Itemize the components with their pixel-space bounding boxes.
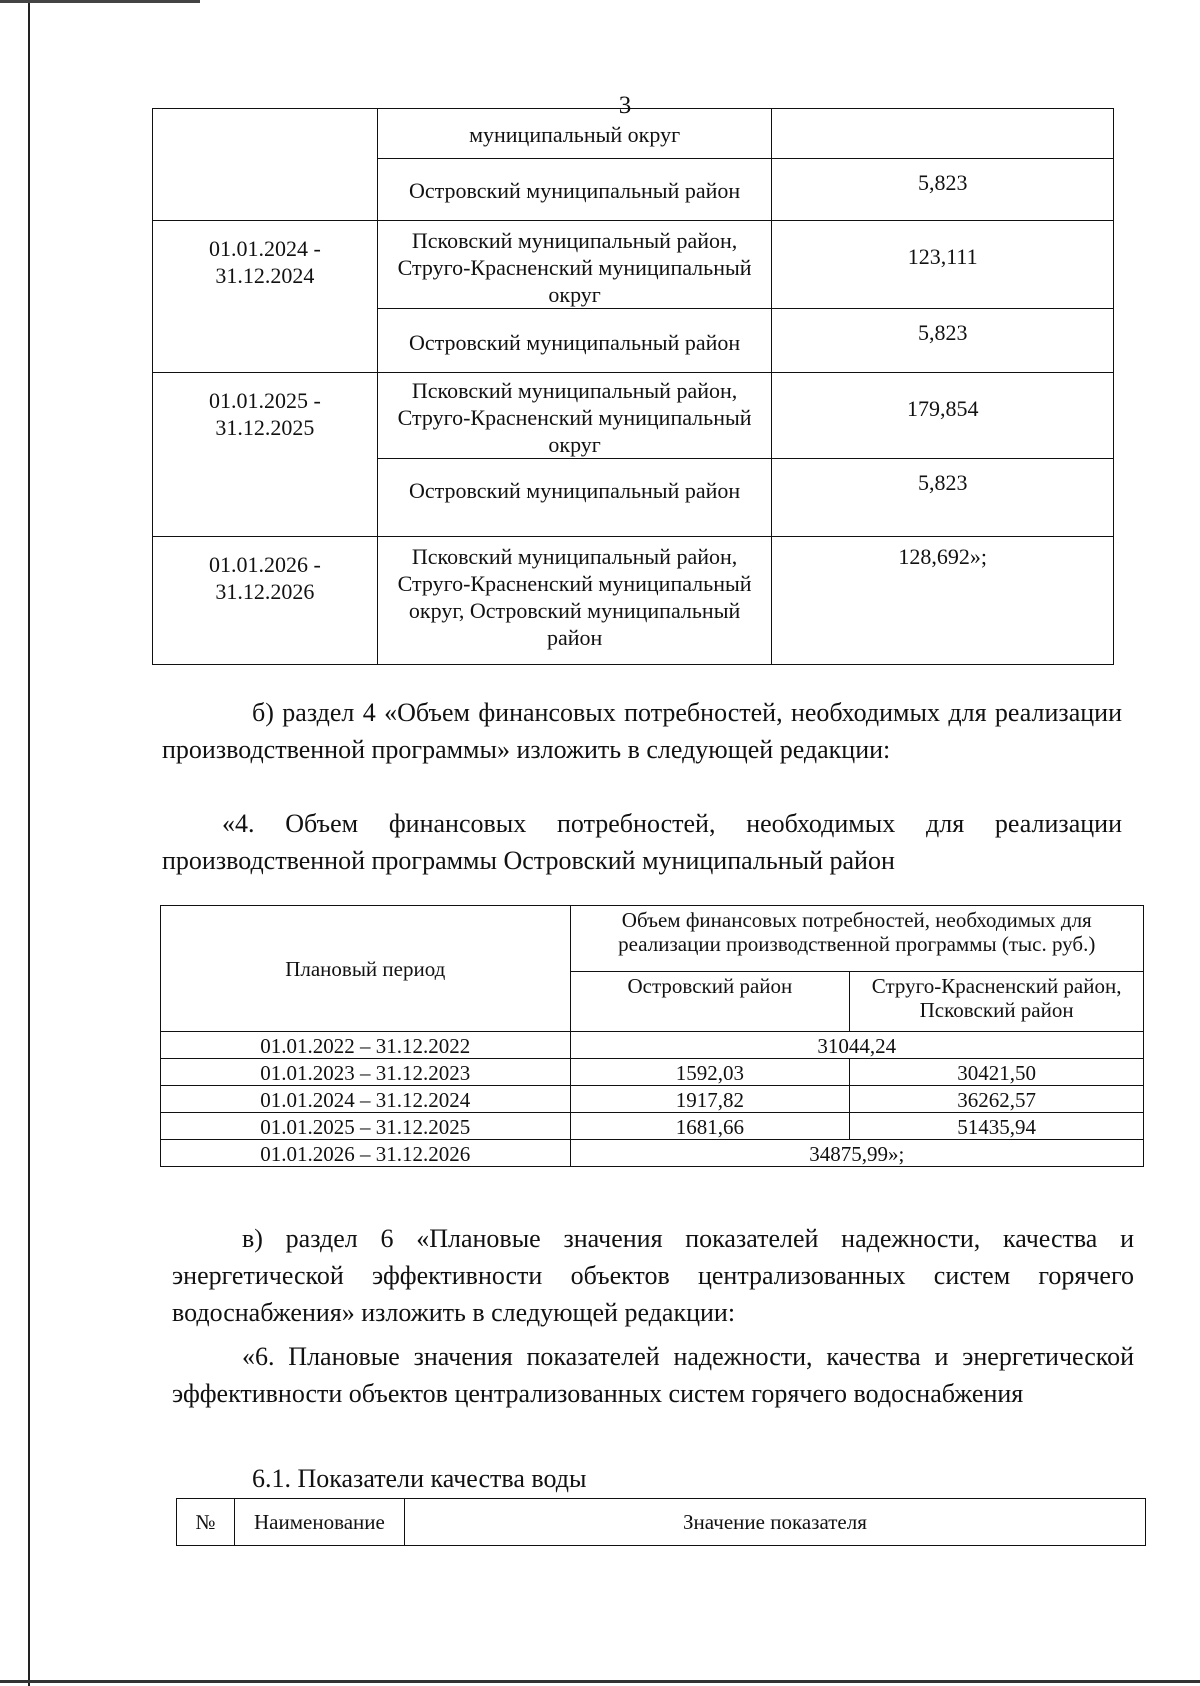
- value-cell: 5,823: [772, 159, 1114, 221]
- period-cell: 01.01.2026 – 31.12.2026: [161, 1140, 571, 1167]
- period-cell: [153, 109, 378, 221]
- period-cell: 01.01.2026 - 31.12.2026: [153, 537, 378, 665]
- paragraph-v-text: в) раздел 6 «Плановые значения показателей надежности, качества и энергетической эффективности объектов централизованных систем горячего водоснабжения» изложить в следующей редакции:: [172, 1224, 1134, 1327]
- strugo-pskov-cell: 30421,50: [850, 1059, 1144, 1086]
- scan-edge-bottom: [0, 1680, 1200, 1683]
- paragraph-section-6: [172, 1338, 1134, 1412]
- header-volume: Объем финансовых потребностей, необходимых для реализации производственной программы (тыс. руб.): [570, 906, 1143, 972]
- header-value: Значение показателя: [404, 1499, 1145, 1546]
- header-period: Плановый период: [161, 906, 571, 1032]
- scan-edge-top: [0, 0, 200, 3]
- table-row: [153, 537, 1114, 665]
- scan-edge-left: [28, 0, 30, 1686]
- value-cell: [772, 109, 1114, 159]
- ostrovsky-cell: 1681,66: [570, 1113, 850, 1140]
- paragraph-b-text: б) раздел 4 «Объем финансовых потребностей, необходимых для реализации производственной программы» изложить в следующей редакции:: [162, 698, 1122, 764]
- table-row: [153, 109, 1114, 159]
- strugo-pskov-cell: 36262,57: [850, 1086, 1144, 1113]
- total-cell: 31044,24: [570, 1032, 1143, 1059]
- territory-cell: Псковский муниципальный район, Струго-Красненский муниципальный округ, Островский муниципальный район: [377, 537, 772, 665]
- period-cell: 01.01.2022 – 31.12.2022: [161, 1032, 571, 1059]
- ostrovsky-cell: 1917,82: [570, 1086, 850, 1113]
- value-cell: 5,823: [772, 459, 1114, 537]
- paragraph-section-4-text: «4. Объем финансовых потребностей, необходимых для реализации производственной программы Островский муниципальный район: [162, 809, 1122, 875]
- table-row: [161, 1086, 1144, 1113]
- header-strugo-pskov: Струго-Красненский район, Псковский район: [850, 972, 1144, 1032]
- total-cell: 34875,99»;: [570, 1140, 1143, 1167]
- table-row: [161, 1140, 1144, 1167]
- value-cell: 5,823: [772, 309, 1114, 373]
- period-cell: 01.01.2025 - 31.12.2025: [153, 373, 378, 537]
- financial-needs-table: [160, 905, 1144, 1167]
- paragraph-v: [172, 1220, 1134, 1331]
- paragraph-section-4: [162, 805, 1122, 879]
- header-ostrovsky: Островский район: [570, 972, 850, 1032]
- table-row: [161, 1032, 1144, 1059]
- table-row: [161, 1113, 1144, 1140]
- period-cell: 01.01.2023 – 31.12.2023: [161, 1059, 571, 1086]
- table-header-row: [161, 906, 1144, 972]
- territory-cell: муниципальный округ: [377, 109, 772, 159]
- territory-cell: Псковский муниципальный район, Струго-Красненский муниципальный округ: [377, 373, 772, 459]
- territory-cell: Псковский муниципальный район, Струго-Красненский муниципальный округ: [377, 221, 772, 309]
- table-row: [153, 221, 1114, 309]
- header-number: №: [177, 1499, 235, 1546]
- paragraph-b: [162, 694, 1122, 768]
- value-cell: 179,854: [772, 373, 1114, 459]
- table-header-row: [177, 1499, 1146, 1546]
- value-cell: 123,111: [772, 221, 1114, 309]
- water-quality-table: [176, 1498, 1146, 1546]
- table-row: [161, 1059, 1144, 1086]
- ostrovsky-cell: 1592,03: [570, 1059, 850, 1086]
- strugo-pskov-cell: 51435,94: [850, 1113, 1144, 1140]
- targets-table: [152, 108, 1114, 665]
- period-cell: 01.01.2024 - 31.12.2024: [153, 221, 378, 373]
- territory-cell: Островский муниципальный район: [377, 459, 772, 537]
- territory-cell: Островский муниципальный район: [377, 309, 772, 373]
- page-number: 3: [618, 92, 632, 119]
- period-cell: 01.01.2024 – 31.12.2024: [161, 1086, 571, 1113]
- header-name: Наименование: [234, 1499, 404, 1546]
- table-row: [153, 373, 1114, 459]
- period-cell: 01.01.2025 – 31.12.2025: [161, 1113, 571, 1140]
- territory-cell: Островский муниципальный район: [377, 159, 772, 221]
- paragraph-section-6-text: «6. Плановые значения показателей надежности, качества и энергетической эффективности объектов централизованных систем горячего водоснабжения: [172, 1342, 1134, 1408]
- value-cell: 128,692»;: [772, 537, 1114, 665]
- section-6-1-heading: 6.1. Показатели качества воды: [252, 1464, 587, 1493]
